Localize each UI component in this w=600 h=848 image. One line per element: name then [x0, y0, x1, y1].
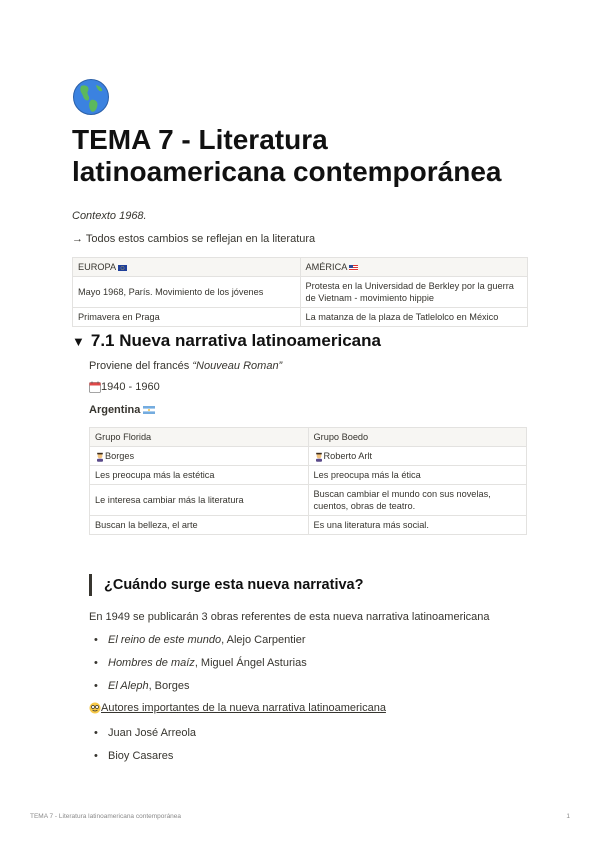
table-header-row — [73, 258, 528, 277]
dates-line: 1940 - 1960 — [89, 381, 160, 393]
table-cell: Roberto Arlt — [308, 447, 527, 466]
country-label: Argentina — [89, 404, 155, 416]
origin-line: Proviene del francés “Nouveau Roman” — [89, 360, 283, 372]
table-cell: Es una literatura más social. — [308, 516, 527, 535]
context-table — [72, 257, 528, 327]
table-cell: Buscan la belleza, el arte — [90, 516, 309, 535]
table-cell: Primavera en Praga — [73, 308, 301, 327]
nerd-face-icon — [89, 702, 101, 714]
table-row — [90, 447, 527, 466]
context-note: Contexto 1968. — [72, 210, 147, 222]
table-row — [90, 516, 527, 535]
table-header-row — [90, 428, 527, 447]
table-cell: Buscan cambiar el mundo con sus novelas, cuentos, obras de teatro. — [308, 485, 527, 516]
table-row — [90, 485, 527, 516]
eu-flag-icon — [118, 262, 127, 272]
table-cell: Les preocupa más la estética — [90, 466, 309, 485]
works-list — [89, 633, 307, 702]
table-cell: La matanza de la plaza de Tatlelolco en México — [300, 308, 528, 327]
authors-list — [89, 726, 196, 772]
list-item: • Juan José Arreola — [89, 726, 196, 749]
table-header-cell: EUROPA — [73, 258, 301, 277]
table-cell: Borges — [90, 447, 309, 466]
footer-page-number: 1 — [566, 813, 570, 820]
table-header-cell: Grupo Florida — [90, 428, 309, 447]
list-item: • Bioy Casares — [89, 749, 196, 772]
question-intro: En 1949 se publicarán 3 obras referentes de esta nueva narrativa latinoamericana — [89, 611, 490, 623]
question-heading: ¿Cuándo surge esta nueva narrativa? — [89, 574, 363, 596]
list-item: • Hombres de maíz, Miguel Ángel Asturias — [89, 656, 307, 679]
table-header-cell: AMÉRICA — [300, 258, 528, 277]
table-cell: Le interesa cambiar más la literatura — [90, 485, 309, 516]
list-item: • El reino de este mundo, Alejo Carpentier — [89, 633, 307, 656]
toggle-heading[interactable] — [72, 331, 381, 351]
table-row — [73, 308, 528, 327]
table-row — [73, 277, 528, 308]
table-cell: Protesta en la Universidad de Berkley por la guerra de Vietnam - movimiento hippie — [300, 277, 528, 308]
americas-flag-icon — [349, 262, 358, 272]
table-header-cell: Grupo Boedo — [308, 428, 527, 447]
globe-americas-icon — [72, 78, 110, 116]
list-item: • El Aleph, Borges — [89, 679, 307, 702]
argentina-flag-icon — [143, 404, 155, 416]
groups-table — [89, 427, 527, 535]
writer-icon — [314, 451, 324, 461]
authors-page-link[interactable]: Autores importantes de la nueva narrativa latinoamericana — [101, 702, 386, 714]
calendar-icon — [89, 381, 101, 393]
writer-icon — [95, 451, 105, 461]
table-cell: Mayo 1968, París. Movimiento de los jóvenes — [73, 277, 301, 308]
section-heading: 7.1 Nueva narrativa latinoamericana — [90, 331, 381, 350]
toggle-triangle-icon[interactable]: ▼ — [72, 334, 85, 349]
footer-title: TEMA 7 - Literatura latinoamericana contemporánea — [30, 813, 182, 820]
arrow-note: → Todos estos cambios se reflejan en la literatura — [72, 233, 316, 245]
table-row — [90, 466, 527, 485]
table-cell: Les preocupa más la ética — [308, 466, 527, 485]
page-title: TEMA 7 - Literatura latinoamericana contemporánea — [72, 124, 502, 187]
authors-link-line[interactable] — [89, 702, 386, 714]
